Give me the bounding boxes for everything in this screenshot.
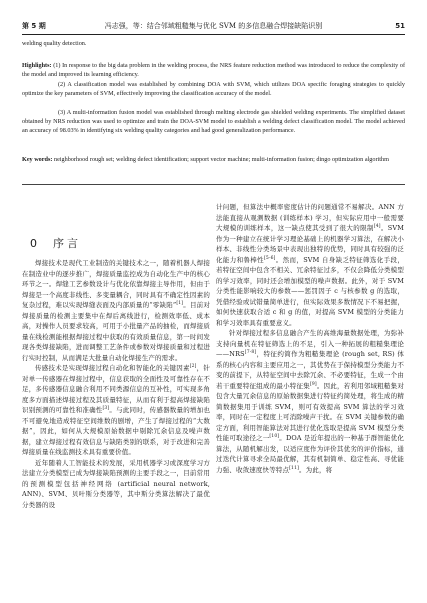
citation: [3] (102, 405, 110, 411)
abstract-intro-tail: welding quality detection. (22, 40, 87, 47)
highlights-label: Highlights: (22, 62, 52, 69)
section-title: 序言 (53, 237, 81, 250)
highlight-3: (3) A multi-information fusion model was established through melting electrode gas shielded welding experiments. The simplified dataset obtained by NRS reduction was used to optimize and train the DOA-SVM model to establish a welding defect classification model. The model achieved an accuracy of 98.03% in identifying six welding quality categories and had good generalization performance. (22, 109, 405, 134)
issue-number: 第 5 期 (22, 22, 46, 30)
citation: [10] (269, 433, 280, 439)
paragraph: 焊接技术是现代工业制造的关键技术之一，随着机器人焊接在制造业中的逐步推广，焊接质量监控成为自动化生产中的核心环节之一。焊缝工艺参数设计与优化依靠焊接主导作用，但由于焊接是一个高度非线性、多变量耦合，同时具有不确定性因素的复杂过程，难以实现焊缝表面及内部质量的“零缺陷”[1]。目前对焊接质量的检测主要集中在焊后离线进行，检测效率低、成本高，对操作人员要求较高，可用于小批量产品的抽检，而焊接质量在线检测能根据焊接过程中获取的有效质量信息，第一时间发现各类焊接缺陷，进而调整工艺条件或参数对焊接质量和过程进行实时控制，从而满足大批量自动化焊接生产的需求。 (22, 259, 210, 362)
citation: [1] (176, 300, 184, 306)
left-column (22, 258, 210, 510)
highlight-2: (2) A classification model was established by combining DOA with SVM, which utilizes DOA specific foraging strategies to quickly optimize the key parameters of SVM, effectively improving the classification accuracy of the model. (22, 81, 405, 97)
citation: [4] (373, 223, 381, 229)
citation: [9] (309, 381, 317, 387)
highlight-1 (22, 62, 405, 80)
running-title: 冯志强，等：结合邻域粗糙集与优化 SVM 的多信息融合焊接缺陷识别 (104, 22, 323, 30)
page-number: 51 (395, 22, 405, 30)
citation: [5-6] (264, 255, 276, 261)
header-rule (22, 34, 405, 35)
right-column (216, 202, 404, 475)
running-head (22, 20, 405, 32)
section-number: 0 (30, 237, 40, 250)
section-heading (30, 235, 81, 251)
paragraph: 针对焊接过程多信息融合产生的高维海量数据处理，为弥补支持向量机在特征筛选上的不足，引入一种拓展的粗糙集理论——NRS[7-8]，特征约简作为粗糙集理论 (rough set, RS) 体系的核心内容和主要应用之一，其优势在于保持模型分类能力不变的前提下，从特征空间中去除冗余、不必要特征，生成一个由若干重要特征组成的最小特征集[9]。因此，若利用邻域粗糙集对包含大量冗余信息的原始数据集进行特征约简处理，将生成的精简数据集用于训练 SVM，则可有效提高 SVM 算法的学习效率，同时在一定程度上可消除噪声干扰。在 SVM 关键参数的确定方面，利用智能算法对其进行优化选取是提高 SVM 模型分类性能可取途径之一[10]。DOA 是近年提出的一种基于群智能优化算法，从随机解出发，以适应度作为评价其优劣的评价指标，通过迭代计算寻求全局最优解，其有机制简单、稳定性高、寻优能力强、收敛速度快等特点[11]。为此，将 (216, 329, 404, 474)
keywords-text: neighborhood rough set; welding defect identification; support vector machine; multi-information fusion; dingo optimization algorithm (53, 156, 389, 163)
keywords (22, 156, 405, 165)
abstract-rule (22, 184, 405, 185)
paragraph: 传感技术是实现焊接过程自动化和智能化的关键因素[2]，针对单一传感器在焊接过程中，信息获取的全面性及可靠性存在不足，多传感器信息融合利用不同类源信息的互补性，可实现多角度多方面描述焊接过程及其质量特征，从而有利于提高焊接缺陷识别预测的可靠性和准确性[3]。与此同时，传感器数量的增加也不可避免地造成特征空间维数的剧增，产生了焊接过程的“大数据”，因此，如何从大规模原始数据中剔除冗余信息及噪声数据，建立焊接过程有效信息与缺陷类别的联系，对于改进和完善焊接质量在线监测技术具有重要价值。 (22, 363, 210, 456)
paragraph: 计问题，但算法中概率密度估计的问题通常不易解决。ANN 方法能直接从观测数据 (训练样本) 学习，但实际应用中一般需要大规模的训练样本，这一缺点使其受到了很大的限制[4]。SVM 作为一种建立在统计学习理论基础上的机器学习算法，在解决小样本、非线性分类场景中表现出独特的优势，同时具有较强的泛化能力和鲁棒性[5-6]。然而，SVM 自身缺乏特征筛选化手段，若特征空间中包含不相关、冗余特征过多，不仅会降低分类模型的学习效率，同时还会增加模型的噪声数据。此外，对于 SVM 分类性能影响较大的参数——惩罚因子 c 与核参数 g 的选取，凭借经验或试错量简单进行，但实际效果多数情况下不易把握，如何快速获取合适 c 和 g 的值，对提高 SVM 模型的分类能力和学习效率具有重要意义。 (216, 203, 404, 327)
highlight-1-text: (1) In response to the big data problem in the welding process, the NRS feature reduction method was introduced to reduce the complexity of the model and improved its learning efficiency. (22, 62, 406, 78)
citation: [11] (289, 465, 299, 471)
paragraph: 近年随着人工智能技术的发展，采用机器学习或深度学习方法建立分类模型已成为焊接缺陷预测的主要手段之一，目前常用的预测模型包括神经网络 (artificial neural network, ANN)、SVM、贝叶斯分类器等，其中斯分类算法解决了最优分类器的设 (22, 458, 210, 509)
keywords-label: Key words: (22, 156, 53, 163)
citation: [7-8] (244, 349, 257, 355)
citation: [2] (189, 363, 197, 369)
